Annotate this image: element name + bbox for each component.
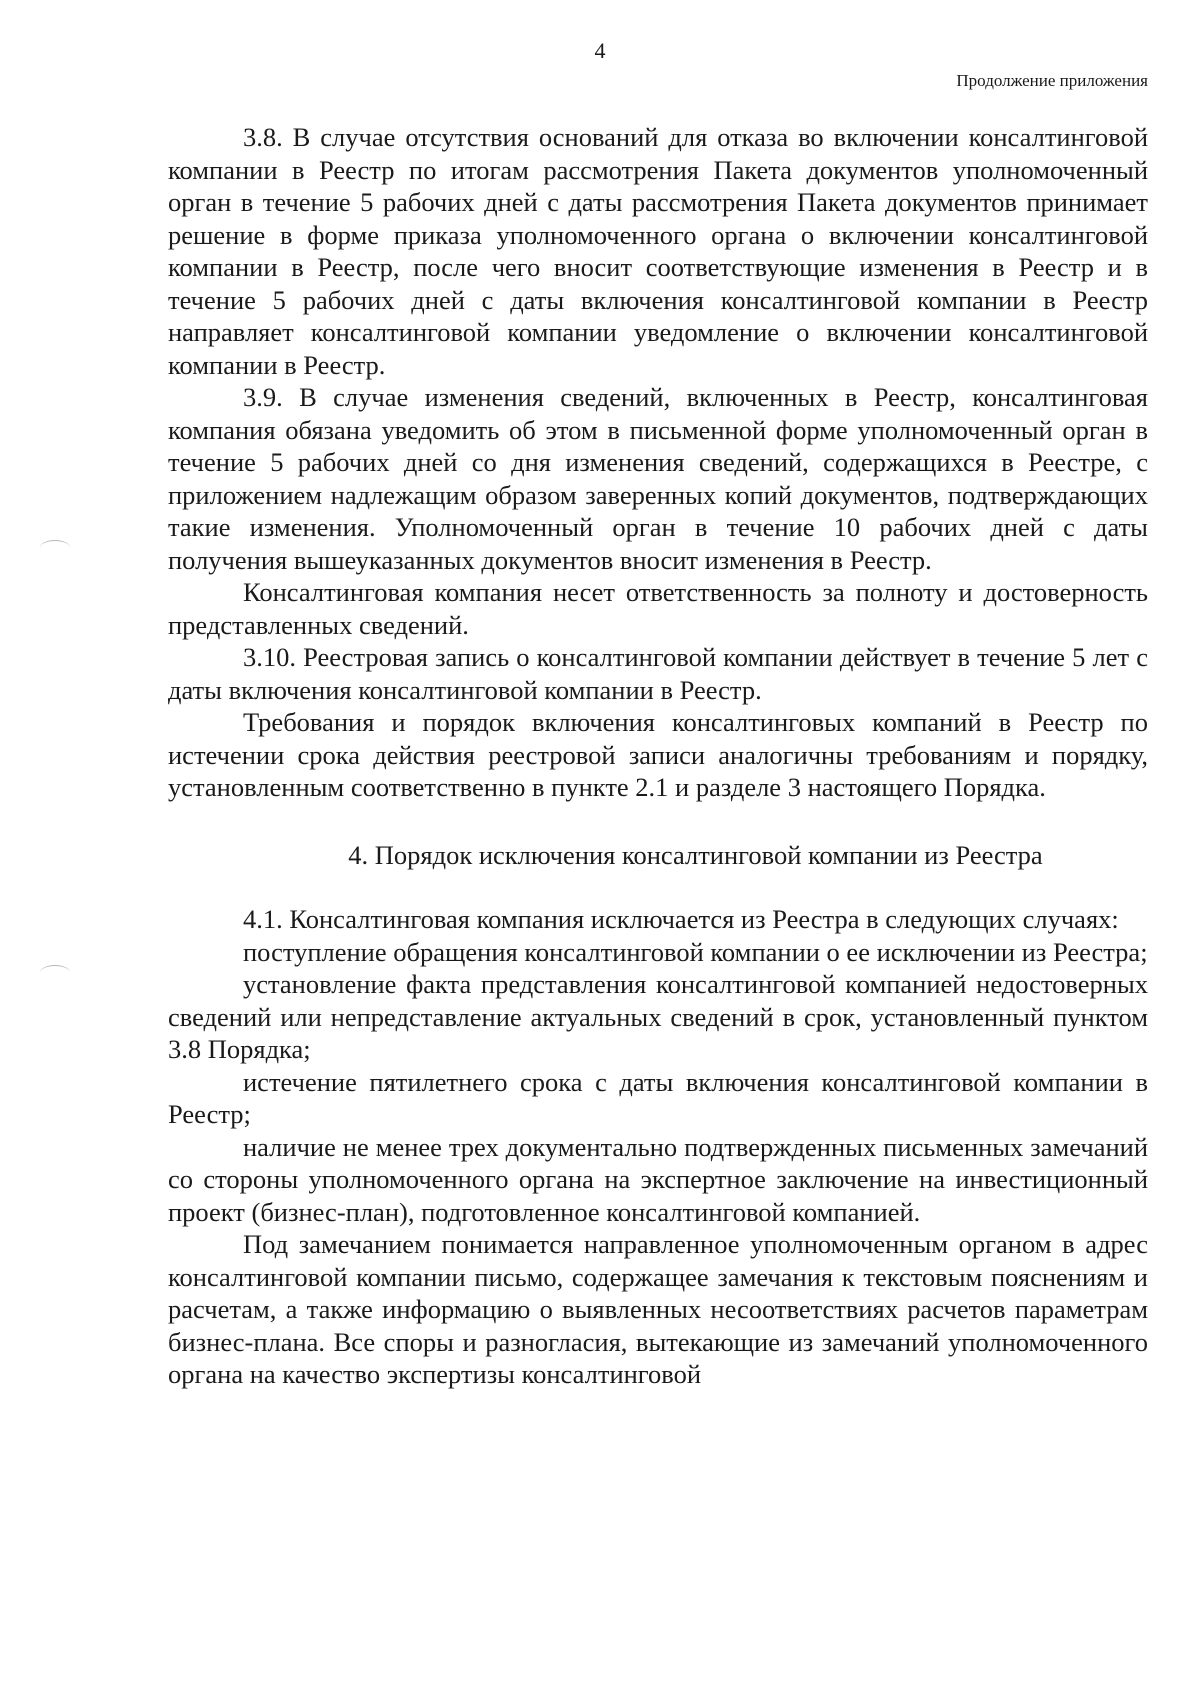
paragraph-3-9: 3.9. В случае изменения сведений, включенных в Реестр, консалтинговая компания обязана уведомить об этом в письменной форме уполномоченный орган в течение 5 рабочих дней со дня изменения сведений, содержащихся в Реестре, с приложением надлежащим образом заверенных копий документов, подтверждающих такие изменения. Уполномоченный орган в течение 10 рабочих дней с даты получения вышеуказанных документов вносит изменения в Реестр. xyxy=(168,382,1148,575)
scan-artifact xyxy=(40,540,70,555)
paragraph-3-10: 3.10. Реестровая запись о консалтинговой компании действует в течение 5 лет с даты включения консалтинговой компании в Реестр. xyxy=(168,642,1148,705)
section-4-heading: 4. Порядок исключения консалтинговой компании из Реестра xyxy=(348,839,1043,870)
scan-artifact xyxy=(40,965,70,980)
paragraph-4-1: 4.1. Консалтинговая компания исключается из Реестра в следующих случаях: xyxy=(243,904,1119,934)
paragraph-remark-definition: Под замечанием понимается направленное уполномоченным органом в адрес консалтинговой компании письмо, содержащее замечания к текстовым пояснениям и расчетам, а также информацию о выявленных несоответствиях расчетов параметрам бизнес-плана. Все споры и разногласия, вытекающие из замечаний уполномоченного органа на качество экспертизы консалтинговой xyxy=(168,1229,1148,1389)
page-number: 4 xyxy=(594,38,606,63)
running-header: Продолжение приложения xyxy=(956,71,1148,90)
list-item-remarks: наличие не менее трех документально подтвержденных письменных замечаний со стороны уполномоченного органа на экспертное заключение на инвестиционный проект (бизнес-план), подготовленное консалтинговой компанией. xyxy=(168,1131,1148,1227)
list-item-false-info: установление факта представления консалтинговой компанией недостоверных сведений или непредставление актуальных сведений в срок, установленный пунктом 3.8 Порядка; xyxy=(168,969,1148,1064)
document-body xyxy=(168,121,1148,1391)
paragraph-requirements: Требования и порядок включения консалтинговых компаний в Реестр по истечении срока действия реестровой записи аналогичны требованиям и порядку, установленным соответственно в пункте 2.1 и разделе 3 настоящего Порядка. xyxy=(168,707,1148,802)
paragraph-responsibility: Консалтинговая компания несет ответственность за полноту и достоверность представленных сведений. xyxy=(168,577,1148,640)
list-item-expiry: истечение пятилетнего срока с даты включения консалтинговой компании в Реестр; xyxy=(168,1066,1148,1129)
list-item-request: поступление обращения консалтинговой компании о ее исключении из Реестра; xyxy=(243,936,1148,967)
paragraph-3-8: 3.8. В случае отсутствия оснований для отказа во включении консалтинговой компании в Реестр по итогам рассмотрения Пакета документов уполномоченный орган в течение 5 рабочих дней с даты рассмотрения Пакета документов принимает решение в форме приказа уполномоченного органа о включении консалтинговой компании в Реестр, после чего вносит соответствующие изменения в Реестр и в течение 5 рабочих дней с даты включения консалтинговой компании в Реестр направляет консалтинговой компании уведомление о включении консалтинговой компании в Реестр. xyxy=(168,122,1148,380)
